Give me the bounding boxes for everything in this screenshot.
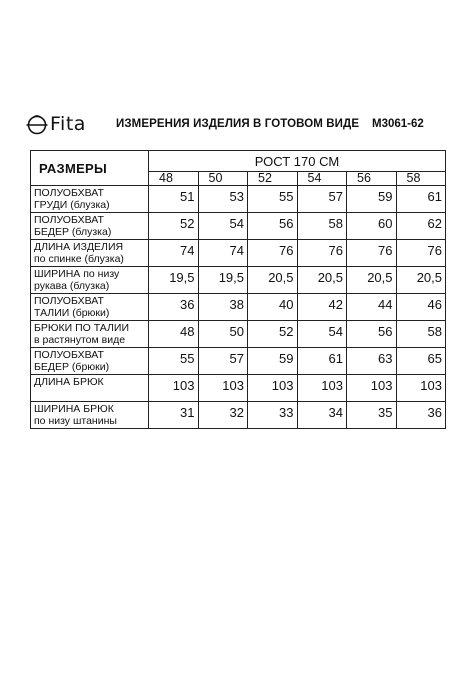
measurement-value: 53 xyxy=(198,186,248,213)
measurement-rows xyxy=(31,186,446,429)
measurement-label-line: ПОЛУОБХВАТ xyxy=(34,187,104,199)
measurement-value: 33 xyxy=(248,402,298,429)
measurement-value: 56 xyxy=(347,321,397,348)
table-row xyxy=(31,186,446,213)
measurement-value: 52 xyxy=(149,213,199,240)
measurement-label-line: ПОЛУОБХВАТ xyxy=(34,214,104,226)
measurement-value: 76 xyxy=(347,240,397,267)
measurement-value: 76 xyxy=(396,240,446,267)
size-column-header: 52 xyxy=(248,172,298,186)
measurement-value: 103 xyxy=(248,375,298,402)
table-row xyxy=(31,348,446,375)
measurement-value: 59 xyxy=(347,186,397,213)
measurement-value: 57 xyxy=(297,186,347,213)
measurement-value: 32 xyxy=(198,402,248,429)
table-row xyxy=(31,240,446,267)
measurement-value: 55 xyxy=(248,186,298,213)
measurement-value: 60 xyxy=(347,213,397,240)
measurement-label-line: по низу штанины xyxy=(34,415,117,427)
height-header: РОСТ 170 СМ xyxy=(149,151,446,172)
measurement-label-line: ПОЛУОБХВАТ xyxy=(34,295,104,307)
measurement-value: 19,5 xyxy=(149,267,199,294)
measurement-value: 103 xyxy=(396,375,446,402)
measurement-label xyxy=(31,213,149,240)
table-row xyxy=(31,402,446,429)
size-column-header: 56 xyxy=(347,172,397,186)
measurement-value: 103 xyxy=(149,375,199,402)
brand-logo xyxy=(26,112,106,138)
measurement-label-line: ТАЛИИ (брюки) xyxy=(34,307,110,319)
measurement-value: 59 xyxy=(248,348,298,375)
sizes-header: РАЗМЕРЫ xyxy=(31,151,149,186)
measurement-label-line: ДЛИНА БРЮК xyxy=(34,376,104,388)
measurement-label-line: по спинке (блузка) xyxy=(34,253,124,265)
measurement-label-line: ШИРИНА БРЮК xyxy=(34,403,114,415)
model-number: М3061-62 xyxy=(372,118,424,130)
size-column-header: 54 xyxy=(297,172,347,186)
size-table xyxy=(30,150,446,429)
measurement-value: 50 xyxy=(198,321,248,348)
measurement-value: 74 xyxy=(198,240,248,267)
size-column-header: 58 xyxy=(396,172,446,186)
measurement-value: 55 xyxy=(149,348,199,375)
measurement-value: 51 xyxy=(149,186,199,213)
measurement-label-line: рукава (блузка) xyxy=(34,280,110,292)
measurement-label-line: в растянутом виде xyxy=(34,334,126,346)
measurement-value: 40 xyxy=(248,294,298,321)
measurement-label-line: ДЛИНА ИЗДЕЛИЯ xyxy=(34,241,124,253)
measurement-value: 42 xyxy=(297,294,347,321)
measurement-label xyxy=(31,321,149,348)
measurement-label-line: ПОЛУОБХВАТ xyxy=(34,349,104,361)
measurement-value: 38 xyxy=(198,294,248,321)
measurement-label xyxy=(31,294,149,321)
measurement-value: 103 xyxy=(297,375,347,402)
measurement-value: 36 xyxy=(149,294,199,321)
table-row xyxy=(31,213,446,240)
size-column-header: 48 xyxy=(149,172,199,186)
measurement-label xyxy=(31,267,149,294)
measurement-value: 20,5 xyxy=(347,267,397,294)
measurement-value: 58 xyxy=(297,213,347,240)
measurement-value: 20,5 xyxy=(248,267,298,294)
measurement-value: 58 xyxy=(396,321,446,348)
measurement-value: 52 xyxy=(248,321,298,348)
measurement-value: 48 xyxy=(149,321,199,348)
measurement-value: 20,5 xyxy=(297,267,347,294)
table-row xyxy=(31,375,446,402)
measurement-value: 61 xyxy=(297,348,347,375)
document-header xyxy=(26,112,446,138)
measurement-value: 103 xyxy=(198,375,248,402)
measurement-value: 19,5 xyxy=(198,267,248,294)
measurement-label-line: БЕДЕР (блузка) xyxy=(34,226,112,238)
measurement-label-line: ГРУДИ (блузка) xyxy=(34,199,110,211)
measurement-value: 44 xyxy=(347,294,397,321)
table-row xyxy=(31,321,446,348)
measurement-label xyxy=(31,375,149,402)
size-column-header: 50 xyxy=(198,172,248,186)
document-title: ИЗМЕРЕНИЯ ИЗДЕЛИЯ В ГОТОВОМ ВИДЕ xyxy=(116,118,360,130)
table-header-row xyxy=(31,151,446,172)
measurement-value: 35 xyxy=(347,402,397,429)
table-row xyxy=(31,294,446,321)
measurement-label-line xyxy=(34,388,148,400)
measurement-value: 61 xyxy=(396,186,446,213)
measurement-value: 57 xyxy=(198,348,248,375)
measurement-value: 63 xyxy=(347,348,397,375)
measurement-value: 31 xyxy=(149,402,199,429)
measurement-value: 103 xyxy=(347,375,397,402)
measurement-value: 76 xyxy=(297,240,347,267)
measurement-value: 76 xyxy=(248,240,298,267)
measurement-label xyxy=(31,240,149,267)
measurement-label xyxy=(31,348,149,375)
measurement-value: 54 xyxy=(297,321,347,348)
table-row xyxy=(31,267,446,294)
measurement-value: 46 xyxy=(396,294,446,321)
measurement-value: 54 xyxy=(198,213,248,240)
measurement-value: 34 xyxy=(297,402,347,429)
measurement-value: 62 xyxy=(396,213,446,240)
measurement-label-line: ШИРИНА по низу xyxy=(34,268,120,280)
measurement-value: 36 xyxy=(396,402,446,429)
measurement-label-line: БРЮКИ ПО ТАЛИИ xyxy=(34,322,129,334)
brand-name: Fita xyxy=(50,113,86,135)
measurement-label-line: БЕДЕР (брюки) xyxy=(34,361,110,373)
measurement-value: 74 xyxy=(149,240,199,267)
fita-leaf-logo-icon xyxy=(26,114,48,136)
measurement-label xyxy=(31,402,149,429)
measurement-value: 65 xyxy=(396,348,446,375)
measurement-label xyxy=(31,186,149,213)
measurement-value: 20,5 xyxy=(396,267,446,294)
measurement-value: 56 xyxy=(248,213,298,240)
